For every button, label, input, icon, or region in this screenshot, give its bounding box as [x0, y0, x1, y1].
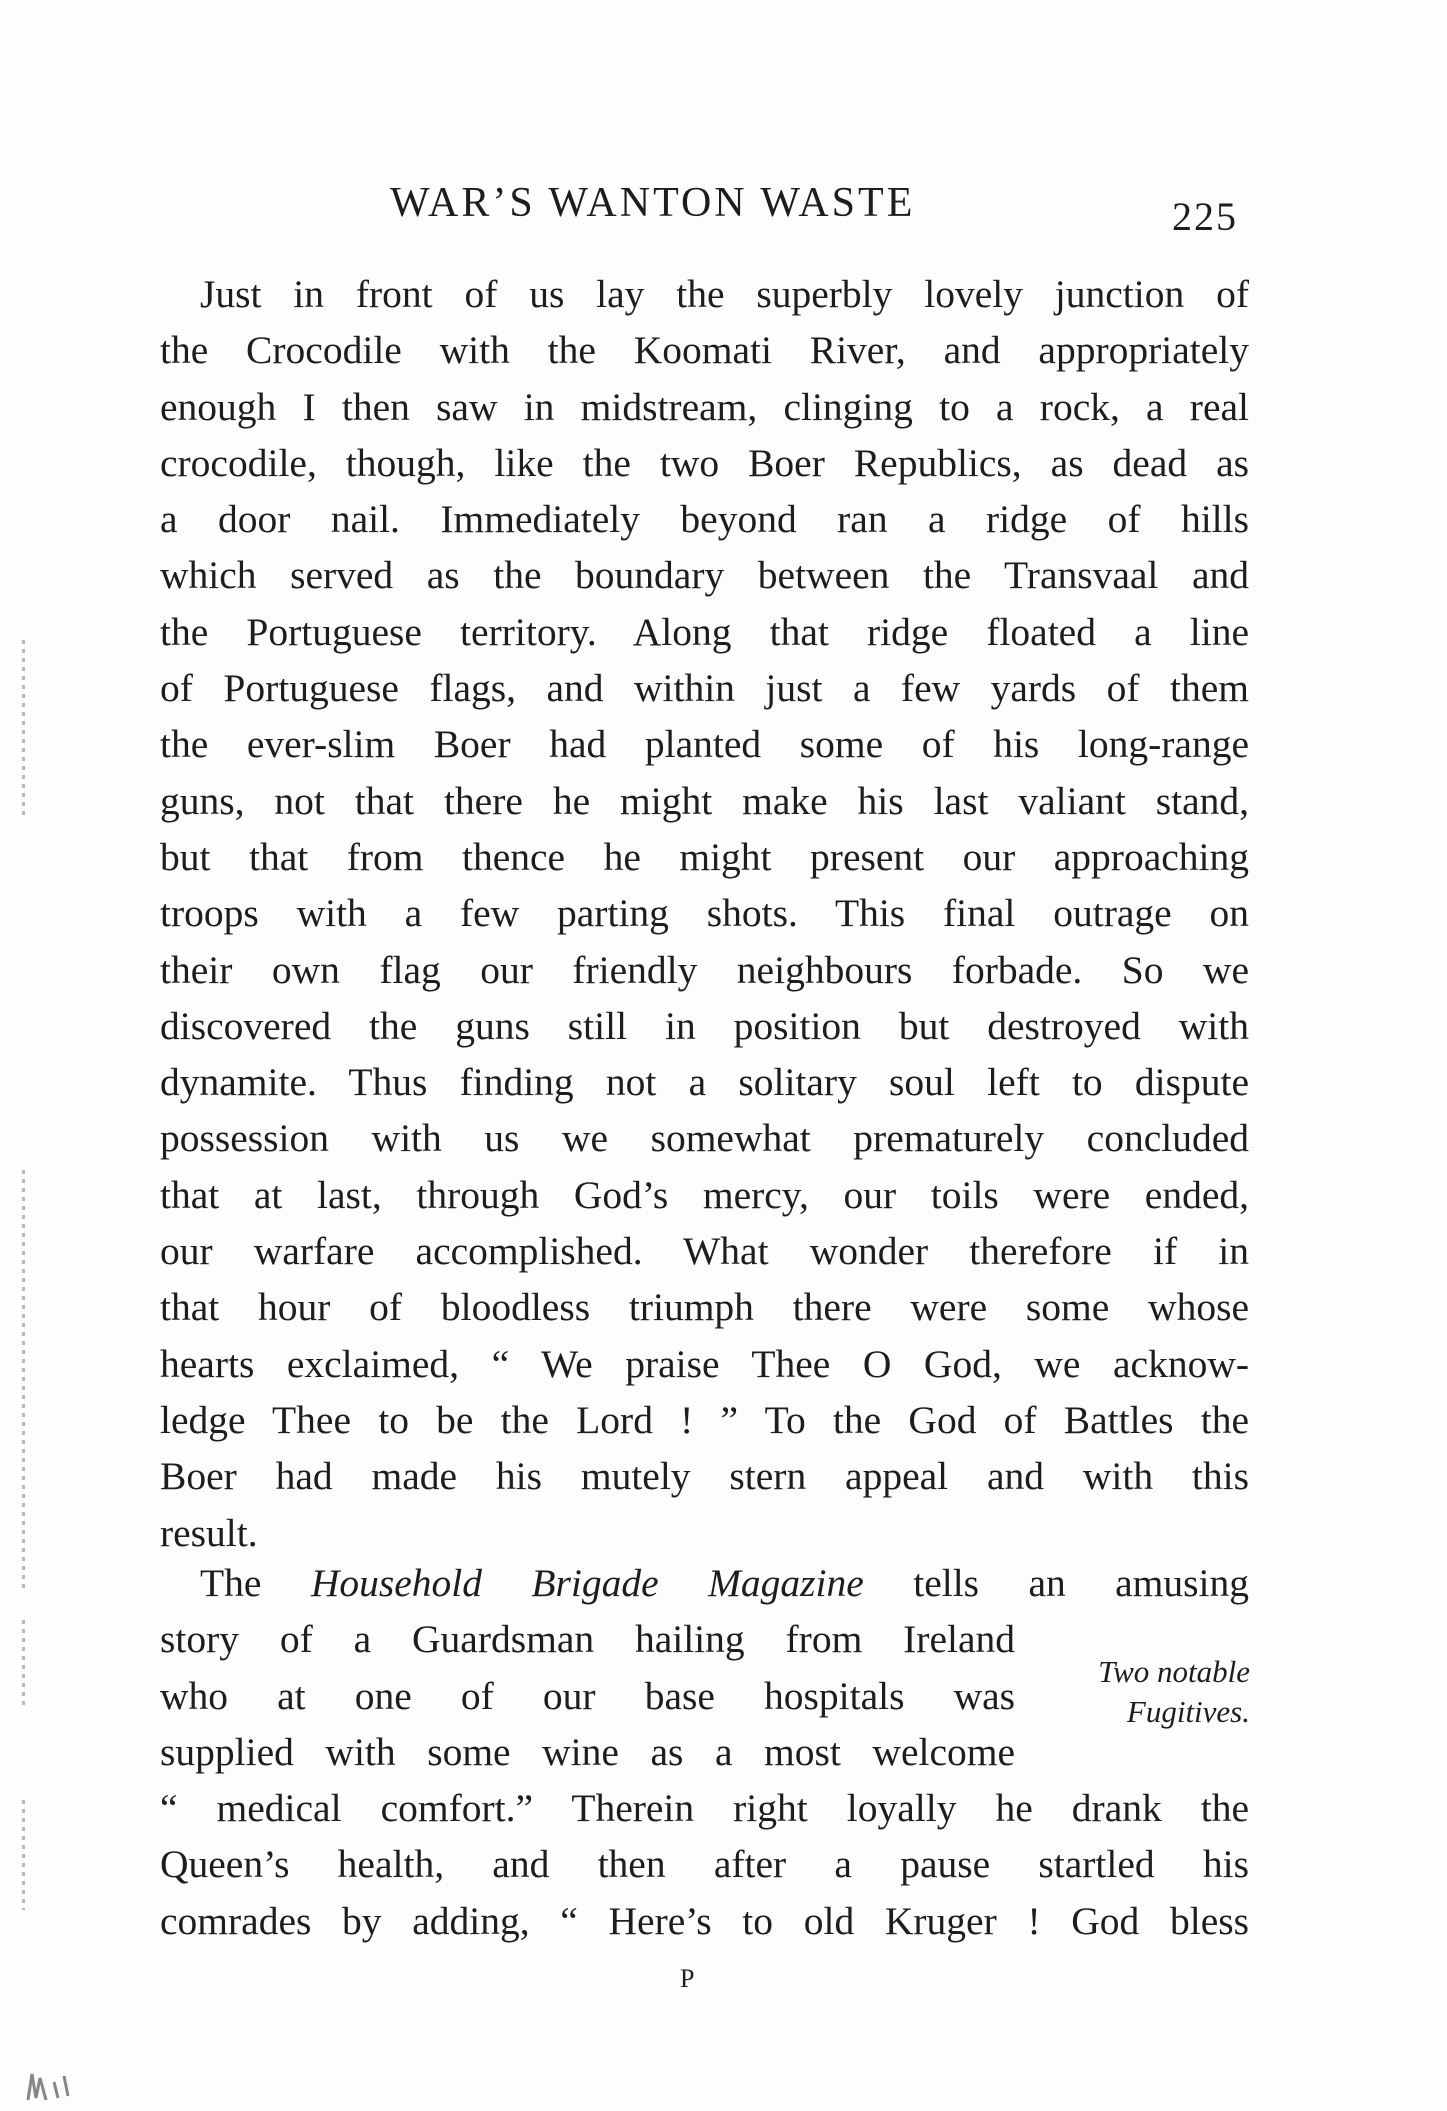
magazine-title: Household Brigade Magazine [310, 1561, 864, 1605]
text-line: result. [160, 1510, 258, 1555]
binding-edge-mark [22, 1620, 25, 1710]
text-line: Boer had made his mutely stern appeal and with this [160, 1454, 1249, 1499]
text-line: guns, not that there he might make his last valiant stand, [160, 778, 1249, 823]
text-line: who at one of our base hospitals was [160, 1673, 1015, 1718]
text-line: Just in front of us lay the superbly lovely junction of [200, 272, 1249, 316]
signature-mark: P [680, 1964, 696, 1993]
binding-edge-mark [22, 1800, 25, 1910]
text-fragment: tells an amusing [863, 1561, 1249, 1605]
page-header [160, 178, 1260, 238]
text-line: story of a Guardsman hailing from Ireland [160, 1617, 1015, 1662]
running-title: WAR’S WANTON WASTE [390, 180, 916, 226]
text-line: discovered the guns still in position but destroyed with [160, 1003, 1249, 1048]
text-line: comrades by adding, “ Here’s to old Kruger ! God bless [160, 1898, 1249, 1943]
text-line: the Portuguese territory. Along that ridge floated a line [160, 609, 1249, 654]
text-line: Queen’s health, and then after a pause startled his [160, 1842, 1249, 1887]
text-line: crocodile, though, like the two Boer Republics, as dead as [160, 440, 1249, 485]
binding-stain-icon [24, 2068, 84, 2102]
text-line: their own flag our friendly neighbours forbade. So we [160, 947, 1249, 992]
text-line: of Portuguese flags, and within just a few yards of them [160, 666, 1249, 711]
text-line [160, 1555, 1249, 1611]
text-line: hearts exclaimed, “ We praise Thee O God, we acknow- [160, 1341, 1249, 1386]
text-line: the ever-slim Boer had planted some of his long-range [160, 722, 1249, 767]
text-line: our warfare accomplished. What wonder therefore if in [160, 1229, 1249, 1274]
text-line: but that from thence he might present our approaching [160, 834, 1249, 879]
text-line: that hour of bloodless triumph there were some whose [160, 1285, 1249, 1330]
text-line: which served as the boundary between the Transvaal and [160, 553, 1249, 598]
page-number: 225 [1172, 194, 1238, 239]
binding-edge-mark [22, 640, 25, 820]
text-line: dynamite. Thus finding not a solitary soul left to dispute [160, 1060, 1249, 1105]
text-line: supplied with some wine as a most welcome [160, 1729, 1015, 1774]
text-fragment: The [200, 1561, 311, 1605]
sidenote-line: Two notable [1098, 1654, 1250, 1689]
binding-edge-mark [22, 1170, 25, 1590]
text-line: the Crocodile with the Koomati River, and appropriately [160, 328, 1249, 373]
text-line: that at last, through God’s mercy, our toils were ended, [160, 1172, 1249, 1217]
text-line: troops with a few parting shots. This final outrage on [160, 891, 1249, 936]
text-line: “ medical comfort.” Therein right loyally he drank the [160, 1786, 1249, 1831]
text-line: enough I then saw in midstream, clinging to a rock, a real [160, 384, 1249, 429]
paragraph-1 [160, 266, 1249, 1561]
text-line: ledge Thee to be the Lord ! ” To the God of Battles the [160, 1397, 1249, 1442]
binding-corner-mark [24, 2068, 84, 2111]
sidenote-line: Fugitives. [1126, 1694, 1250, 1729]
text-line: a door nail. Immediately beyond ran a ridge of hills [160, 497, 1249, 542]
paragraph-2 [160, 1555, 1249, 1949]
text-line: possession with us we somewhat prematurely concluded [160, 1116, 1249, 1161]
marginal-sidenote [1035, 1652, 1250, 1732]
